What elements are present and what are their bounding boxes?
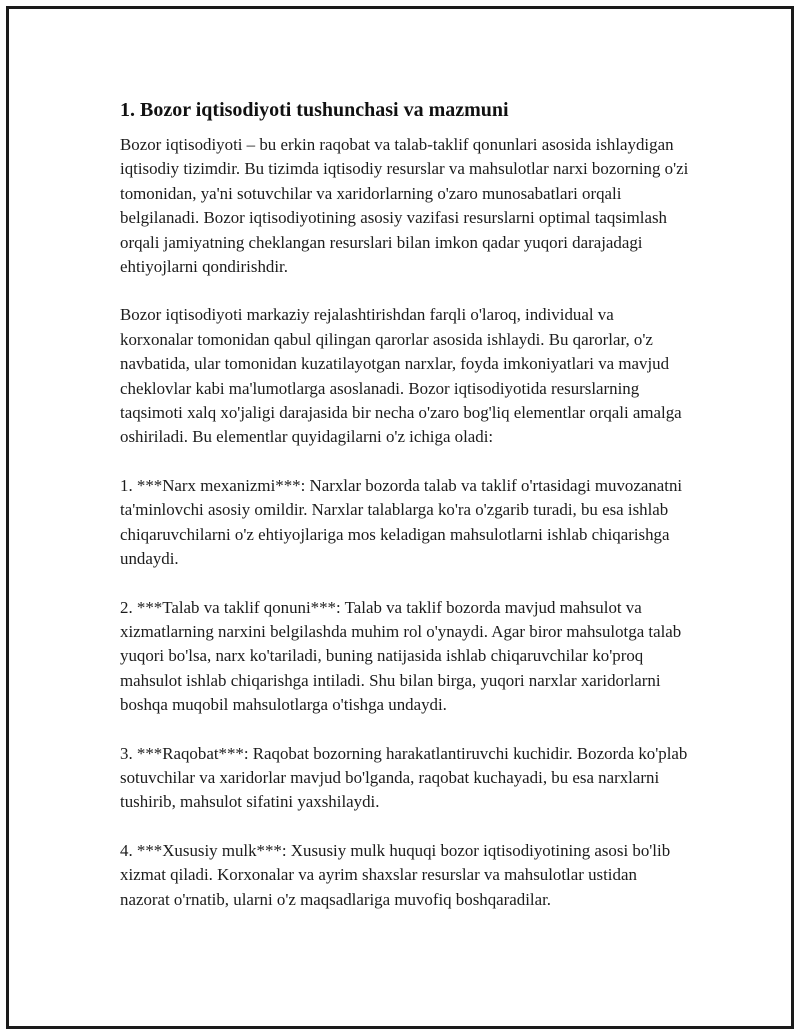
list-item-price-mechanism: 1. ***Narx mexanizmi***: Narxlar bozorda talab va taklif o'rtasidagi muvozanatni ta'minlovchi asosiy omildir. Narxlar talablarga ko'ra o'zgarib turadi, bu esa ishlab chiqaruvchilarni o'z ehtiyojlariga mos keladigan mahsulotlarni ishlab chiqarishga undaydi. [120,475,683,569]
document-title: 1. Bozor iqtisodiyoti tushunchasi va mazmuni [120,99,509,121]
paragraph-intro: Bozor iqtisodiyoti – bu erkin raqobat va talab-taklif qonunlari asosida ishlaydigan iqtisodiy tizimdir. Bu tizimda iqtisodiy resurslar va mahsulotlar narxi bozorning o'zi tomonidan, ya'ni sotuvchilar va xaridorlarning o'zaro munosabatlari orqali belgilanadi. Bozor iqtisodiyotining asosiy vazifasi resurslarni optimal taqsimlash orqali jamiyatning cheklangan resurslari bilan imkon qadar yuqori darajadagi ehtiyojlarni qondirishdir. [120,135,689,277]
list-item-competition: 3. ***Raqobat***: Raqobat bozorning harakatlantiruvchi kuchidir. Bozorda ko'plab sotuvchilar va xaridorlar mavjud bo'lganda, raqobat kuchayadi, bu esa narxlarni tushirib, mahsulot sifatini yaxshilaydi. [120,743,688,812]
list-item-supply-demand: 2. ***Talab va taklif qonuni***: Talab va taklif bozorda mavjud mahsulot va xizmatlarning narxini belgilashda muhim rol o'ynaydi. Agar biror mahsulotga talab yuqori bo'lsa, narx ko'tariladi, buning natijasida ishlab chiqaruvchilar ko'proq mahsulot ishlab chiqarishga intiladi. Shu bilan birga, yuqori narxlar xaridorlarni boshqa muqobil mahsulotlarga o'tishga undaydi. [120,597,682,715]
page-frame [6,6,794,1029]
list-item-private-property: 4. ***Xususiy mulk***: Xususiy mulk huquqi bozor iqtisodiyotining asosi bo'lib xizmat qiladi. Korxonalar va ayrim shaxslar resurslar va mahsulotlar ustidan nazorat o'rnatib, ularni o'z maqsadlariga muvofiq boshqaradilar. [120,840,671,909]
paragraph-market-decisions: Bozor iqtisodiyoti markaziy rejalashtirishdan farqli o'laroq, individual va korxonalar tomonidan qabul qilingan qarorlar asosida ishlaydi. Bu qarorlar, o'z navbatida, ular tomonidan kuzatilayotgan narxlar, foyda imkoniyatlari va mavjud cheklovlar kabi ma'lumotlarga asoslanadi. Bozor iqtisodiyotida resurslarning taqsimoti xalq xo'jaligi darajasida bir necha o'zaro bog'liq elementlar orqali amalga oshiriladi. Bu elementlar quyidagilarni o'z ichiga oladi: [120,305,682,447]
document-body [120,97,690,936]
